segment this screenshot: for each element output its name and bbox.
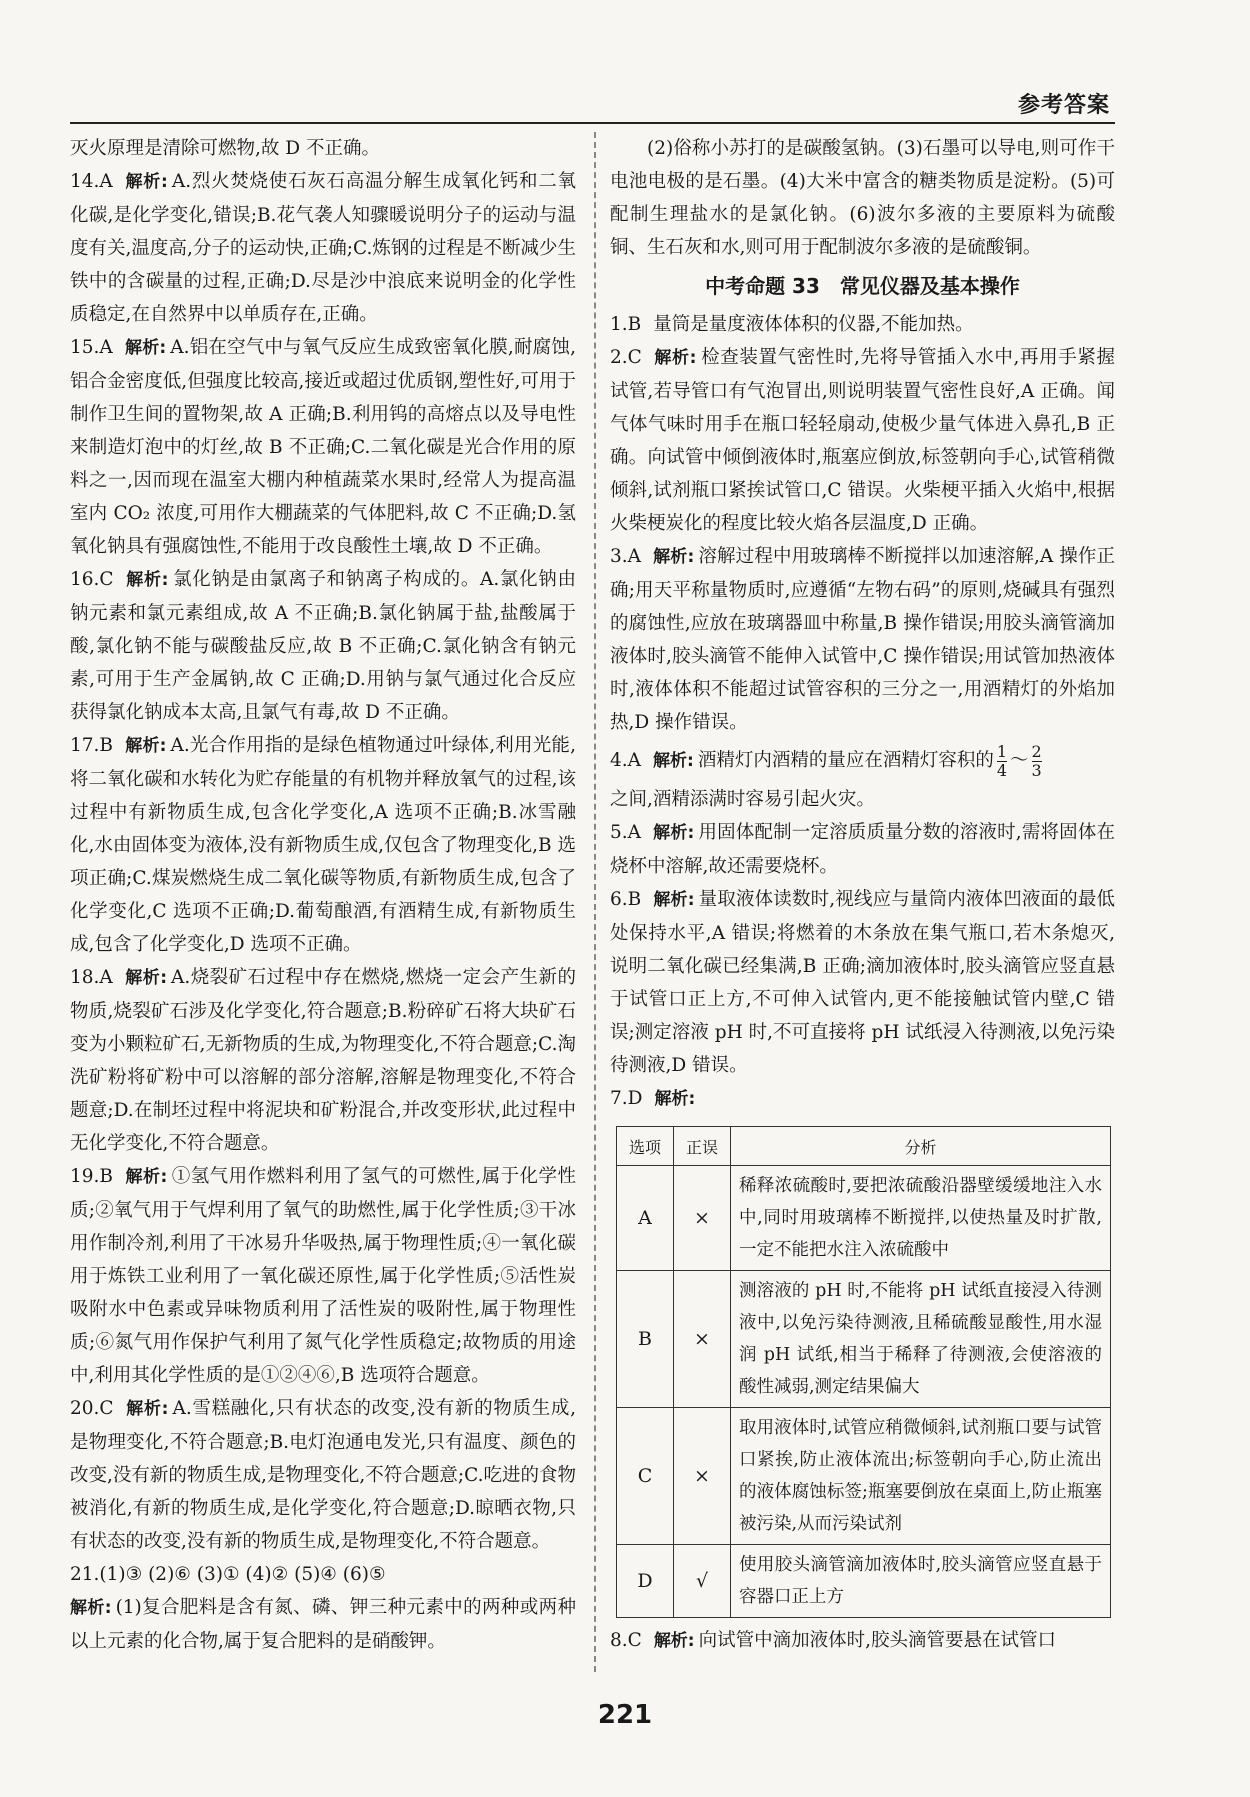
- analysis-table: [616, 1126, 1111, 1618]
- header-title: 参考答案: [1018, 93, 1111, 118]
- answer-20: 20.C 解析: A.雪糕融化,只有状态的改变,没有新的物质生成,是物理变化,不符合题意;B.电灯泡通电发光,只有温度、颜色的改变,没有新的物质生成,是物理变化,不符合题意;C.吃进的食物被消化,有新的物质生成,是化学变化,符合题意;D.晾晒衣物,只有状态的改变,没有新的物质生成,是物理变化,不符合题意。: [70, 1398, 576, 1552]
- fraction-two-thirds: $\frac{2}{3}$: [1031, 741, 1042, 780]
- table-row: C × 取用液体时,试管应稍微倾斜,试剂瓶口要与试管口紧挨,防止液体流出;标签朝向手心,防止流出的液体腐蚀标签;瓶塞要倒放在桌面上,防止瓶塞被污染,从而污染试剂: [617, 1408, 1111, 1545]
- answer-continuation: 灭火原理是清除可燃物,故 D 不正确。: [70, 138, 380, 159]
- answer-1: 1.B 量筒是量度液体体积的仪器,不能加热。: [610, 314, 974, 335]
- answer-21-analysis: 解析: (1)复合肥料是含有氮、磷、钾三种元素中的两种或两种以上元素的化合物,属于复合肥料的是硝酸钾。: [70, 1597, 576, 1652]
- answer-21-continuation: (2)俗称小苏打的是碳酸氢钠。(3)石墨可以导电,则可作干电池电极的是石墨。(4)大米中富含的糖类物质是淀粉。(5)可配制生理盐水的是氯化钠。(6)波尔多液的主要原料为硫酸铜、生石灰和水,则可用于配制波尔多液的是硫酸铜。: [610, 138, 1115, 258]
- answer-5: 5.A 解析: 用固体配制一定溶质质量分数的溶液时,需将固体在烧杯中溶解,故还需要烧杯。: [610, 822, 1115, 877]
- answer-7: 7.D 解析:: [610, 1088, 696, 1109]
- left-column: [70, 132, 576, 1658]
- column-divider: [594, 132, 596, 1672]
- answer-15: 15.A 解析: A.铝在空气中与氧气反应生成致密氧化膜,耐腐蚀,铝合金密度低,但强度比较高,接近或超过优质钢,塑性好,可用于制作卫生间的置物架,故 A 正确;B.利用钨的高熔点以及导电性来制造灯泡中的灯丝,故 B 不正确;C.二氧化碳是光合作用的原料之一,因而现在温室大棚内种植蔬菜水果时,经常人为提高温室内 CO₂ 浓度,可用作大棚蔬菜的气体肥料,故 C 不正确;D.氢氧化钠具有强腐蚀性,不能用于改良酸性土壤,故 D 不正确。: [70, 337, 576, 557]
- table-header-option: 选项: [617, 1127, 674, 1166]
- answer-4-cont: 之间,酒精添满时容易引起火灾。: [610, 789, 875, 810]
- answer-14: 14.A 解析: A.烈火焚烧使石灰石高温分解生成氧化钙和二氧化碳,是化学变化,错误;B.花气袭人知骤暖说明分子的运动与温度有关,温度高,分子的运动快,正确;C.炼钢的过程是不断减少生铁中的含碳量的过程,正确;D.尽是沙中浪底来说明金的化学性质稳定,在自然界中以单质存在,正确。: [70, 171, 576, 325]
- answer-16: 16.C 解析: 氯化钠是由氯离子和钠离子构成的。A.氯化钠由钠元素和氯元素组成,故 A 不正确;B.氯化钠属于盐,盐酸属于酸,氯化钠不能与碳酸盐反应,故 B 不正确;C.氯化钠含有钠元素,可用于生产金属钠,故 C 正确;D.用钠与氯气通过化合反应获得氯化钠成本太高,且氯气有毒,故 D 不正确。: [70, 569, 576, 723]
- answer-4: 4.A 解析: 酒精灯内酒精的量应在酒精灯容积的 $\frac{1}{4}$ ～ $\frac{2}{3}$: [610, 741, 1042, 780]
- answer-18: 18.A 解析: A.烧裂矿石过程中存在燃烧,燃烧一定会产生新的物质,烧裂矿石涉及化学变化,符合题意;B.粉碎矿石将大块矿石变为小颗粒矿石,无新物质的生成,为物理变化,不符合题意;C.淘洗矿粉将矿粉中可以溶解的部分溶解,溶解是物理变化,不符合题意;D.在制坯过程中将泥块和矿粉混合,并改变形状,此过程中无化学变化,不符合题意。: [70, 967, 576, 1154]
- header-rule: [70, 122, 1115, 124]
- table-row: A × 稀释浓硫酸时,要把浓硫酸沿器壁缓缓地注入水中,同时用玻璃棒不断搅拌,以使热量及时扩散,一定不能把水注入浓硫酸中: [617, 1166, 1111, 1271]
- answer-3: 3.A 解析: 溶解过程中用玻璃棒不断搅拌以加速溶解,A 操作正确;用天平称量物质时,应遵循“左物右码”的原则,烧碱具有强烈的腐蚀性,应放在玻璃器皿中称量,B 操作错误;用胶头滴管滴加液体时,胶头滴管不能伸入试管中,C 操作错误;用试管加热液体时,液体体积不能超过试管容积的三分之一,用酒精灯的外焰加热,D 操作错误。: [610, 546, 1115, 733]
- answer-21: 21.(1)③ (2)⑥ (3)① (4)② (5)④ (6)⑤: [70, 1564, 386, 1585]
- fraction-one-quarter: $\frac{1}{4}$: [996, 741, 1008, 780]
- answer-19: 19.B 解析: ①氢气用作燃料利用了氢气的可燃性,属于化学性质;②氧气用于气焊利用了氧气的助燃性,属于化学性质;③干冰用作制冷剂,利用了干冰易升华吸热,属于物理性质;④一氧化碳用于炼铁工业利用了一氧化碳还原性,属于化学性质;⑤活性炭吸附水中色素或异味物质利用了活性炭的吸附性,属于物理性质;⑥氮气用作保护气利用了氮气化学性质稳定;故物质的用途中,利用其化学性质的是①②④⑥,B 选项符合题意。: [70, 1166, 576, 1386]
- answer-2: 2.C 解析: 检查装置气密性时,先将导管插入水中,再用手紧握试管,若导管口有气泡冒出,则说明装置气密性良好,A 正确。闻气体气味时用手在瓶口轻轻扇动,使极少量气体进入鼻孔,B 正确。向试管中倾倒液体时,瓶塞应倒放,标签朝向手心,试管稍微倾斜,试剂瓶口紧挨试管口,C 错误。火柴梗平插入火焰中,根据火柴梗炭化的程度比较火焰各层温度,D 正确。: [610, 347, 1115, 534]
- table-row: D √ 使用胶头滴管滴加液体时,胶头滴管应竖直悬于容器口正上方: [617, 1545, 1111, 1618]
- section-title: 中考命题 33 常见仪器及基本操作: [705, 274, 1020, 298]
- table-header-correctness: 正误: [674, 1127, 731, 1166]
- answer-17: 17.B 解析: A.光合作用指的是绿色植物通过叶绿体,利用光能,将二氧化碳和水转化为贮存能量的有机物并释放氧气的过程,该过程中有新物质生成,包含化学变化,A 选项不正确;B.冰雪融化,水由固体变为液体,没有新物质生成,仅包含了物理变化,B 选项正确;C.煤炭燃烧生成二氧化碳等物质,有新物质生成,包含了化学变化,C 选项不正确;D.葡萄酿酒,有酒精生成,有新物质生成,包含了化学变化,D 选项不正确。: [70, 735, 576, 955]
- right-column: [610, 132, 1115, 1658]
- page-number: 221: [597, 1700, 653, 1730]
- answer-8: 8.C 解析: 向试管中滴加液体时,胶头滴管要悬在试管口: [610, 1630, 1057, 1651]
- table-header-analysis: 分析: [731, 1127, 1111, 1166]
- answer-6: 6.B 解析: 量取液体读数时,视线应与量筒内液体凹液面的最低处保持水平,A 错误;将燃着的木条放在集气瓶口,若木条熄灭,说明二氧化碳已经集满,B 正确;滴加液体时,胶头滴管应竖直悬于试管口正上方,不可伸入试管内,更不能接触试管内壁,C 错误;测定溶液 pH 时,不可直接将 pH 试纸浸入待测液,以免污染待测液,D 错误。: [610, 889, 1115, 1076]
- table-row: B × 测溶液的 pH 时,不能将 pH 试纸直接浸入待测液中,以免污染待测液,且稀硫酸显酸性,用水湿润 pH 试纸,相当于稀释了待测液,会使溶液的酸性减弱,测定结果偏大: [617, 1271, 1111, 1408]
